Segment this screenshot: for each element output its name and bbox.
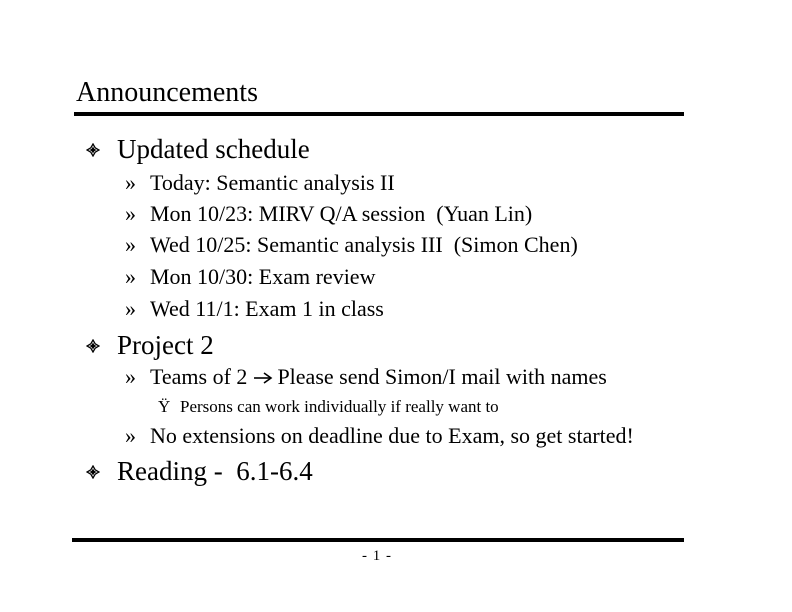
diamond-bullet-icon (86, 143, 100, 157)
sub-bullet-marker: » (125, 296, 136, 321)
individual-work-note: Persons can work individually if really want to (180, 397, 499, 416)
title-rule (74, 112, 684, 116)
send-mail-text: Please send Simon/I mail with names (277, 364, 607, 389)
no-extensions-item: No extensions on deadline due to Exam, so get started! (150, 423, 634, 448)
bullet-reading: Reading - 6.1-6.4 (117, 456, 313, 486)
sub-bullet-marker: » (125, 423, 136, 448)
schedule-item: Mon 10/23: MIRV Q/A session (Yuan Lin) (150, 201, 533, 226)
project-teams-item (150, 363, 607, 391)
right-arrow-icon (253, 363, 273, 391)
slide-title: Announcements (76, 77, 258, 108)
schedule-item: Wed 11/1: Exam 1 in class (150, 296, 384, 321)
sub-bullet-marker: » (125, 201, 136, 226)
footer-rule (72, 538, 684, 542)
page-number: - 1 - (362, 548, 392, 564)
schedule-item: Wed 10/25: Semantic analysis III (Simon Chen) (150, 232, 578, 257)
bullet-project-2: Project 2 (117, 330, 214, 360)
detail-marker: Ÿ (158, 397, 171, 416)
sub-bullet-marker: » (125, 170, 136, 195)
sub-bullet-marker: » (125, 264, 136, 289)
sub-bullet-marker: » (125, 364, 136, 389)
bullet-updated-schedule: Updated schedule (117, 134, 310, 164)
schedule-item: Mon 10/30: Exam review (150, 264, 376, 289)
schedule-item: Today: Semantic analysis II (150, 170, 395, 195)
diamond-bullet-icon (86, 465, 100, 479)
diamond-bullet-icon (86, 339, 100, 353)
teams-text: Teams of 2 (150, 364, 248, 389)
sub-bullet-marker: » (125, 232, 136, 257)
